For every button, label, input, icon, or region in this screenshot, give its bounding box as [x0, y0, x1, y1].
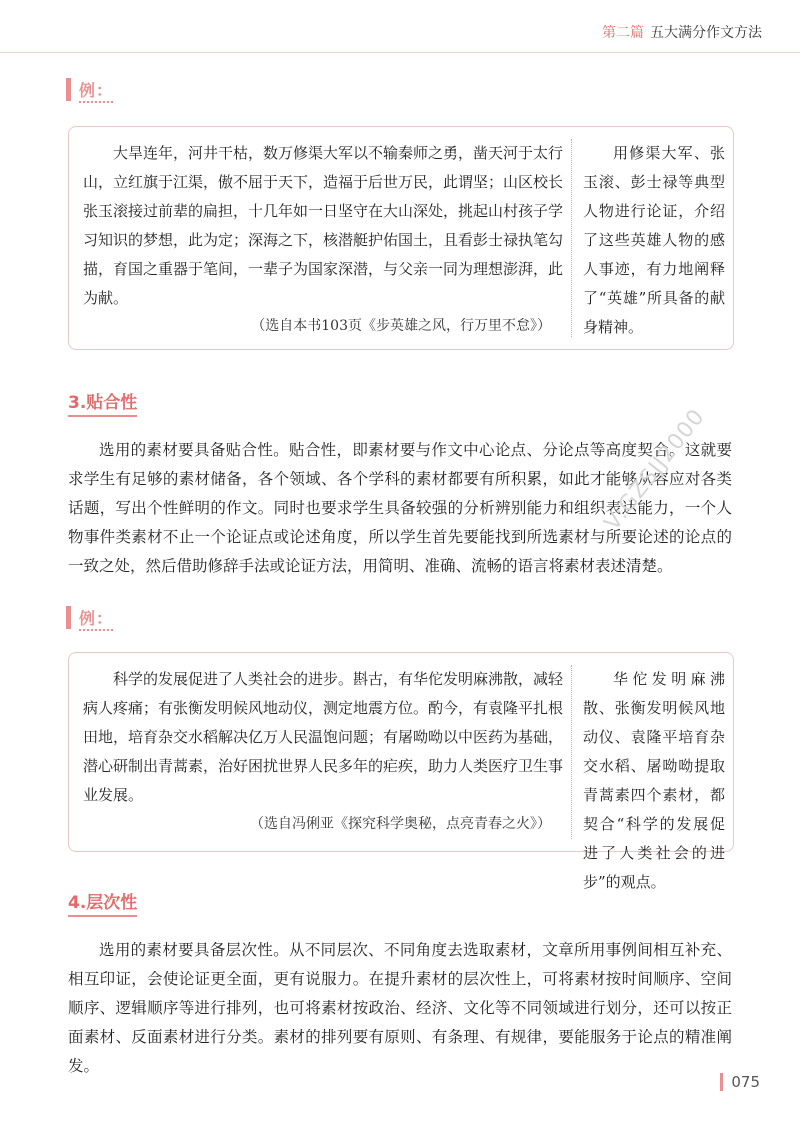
- running-header: [602, 22, 762, 42]
- example-2-source: （选自冯俐亚《探究科学奥秘，点亮青春之火》）: [250, 816, 551, 832]
- section-3-paragraph: 选用的素材要具备贴合性。贴合性，即素材要与作文中心论点、分论点等高度契合。这就要求学生有足够的素材储备，各个领域、各个学科的素材都要有所积累，如此才能够从容应对各类话题，写出个性鲜明的作文。同时也要求学生具备较强的分析辨别能力和组织表达能力，一个人物事件类素材不止一个论证点或论述角度，所以学生首先要能找到所选素材与所要论述的论点的一致之处，然后借助修辞手法或论证方法，用简明、准确、流畅的语言将素材表述清楚。: [68, 441, 732, 575]
- example-label-2: 例：: [66, 606, 113, 629]
- section-4-title: 4.层次性: [68, 888, 137, 917]
- section-3-title: 3.贴合性: [68, 388, 137, 417]
- header-part: 第二篇: [602, 25, 644, 41]
- header-divider: [0, 52, 800, 53]
- example-1-source: （选自本书103页《步英雄之风，行万里不怠》）: [251, 318, 551, 334]
- example-box-1: [68, 126, 734, 350]
- example-1-divider: [571, 139, 572, 337]
- page-number: 075: [720, 1073, 760, 1091]
- section-4-paragraph: 选用的素材要具备层次性。从不同层次、不同角度去选取素材，文章所用事例间相互补充、相互印证，会使论证更全面，更有说服力。在提升素材的层次性上，可将素材按时间顺序、空间顺序、逻辑顺序等进行排列，也可将素材按政治、经济、文化等不同领域进行划分，还可以按正面素材、反面素材进行分类。素材的排列要有原则、有条理、有规律，要能服务于论点的精准阐发。: [68, 941, 732, 1075]
- example-1-comment: 用修渠大军、张玉滚、彭士禄等典型人物进行论证，介绍了这些英雄人物的感人事迹，有力地阐释了“英雄”所具备的献身精神。: [583, 144, 725, 336]
- example-2-divider: [571, 665, 572, 839]
- watermark: V:GZSJJ2000: [600, 404, 711, 536]
- example-1-text: 大旱连年，河井干枯，数万修渠大军以不输秦师之勇，凿天河于太行山，立红旗于江渠，傲不屈于天下，造福于后世万民，此谓坚；山区校长张玉滚接过前辈的扁担，十几年如一日坚守在大山深处，挑起山村孩子学习知识的梦想，此为定；深海之下，核潜艇护佑国土，且看彭士禄执笔勾描，育国之重器于笔间，一辈子为国家深潜，与父亲一同为理想澎湃，此为献。: [83, 144, 564, 307]
- example-2-comment: 华佗发明麻沸散、张衡发明候风地动仪、袁隆平培育杂交水稻、屠呦呦提取青蒿素四个素材，都契合“科学的发展促进了人类社会的进步”的观点。: [583, 670, 725, 891]
- example-2-text: 科学的发展促进了人类社会的进步。斟古，有华佗发明麻沸散，减轻病人疼痛；有张衡发明候风地动仪，测定地震方位。酌今，有袁隆平扎根田地，培育杂交水稻解决亿万人民温饱问题；有屠呦呦以中医药为基础，潜心研制出青蒿素，治好困扰世界人民多年的疟疾，助力人类医疗卫生事业发展。: [83, 670, 564, 804]
- example-label-1: 例：: [66, 78, 113, 101]
- header-title: 五大满分作文方法: [650, 25, 762, 41]
- example-box-2: [68, 652, 734, 891]
